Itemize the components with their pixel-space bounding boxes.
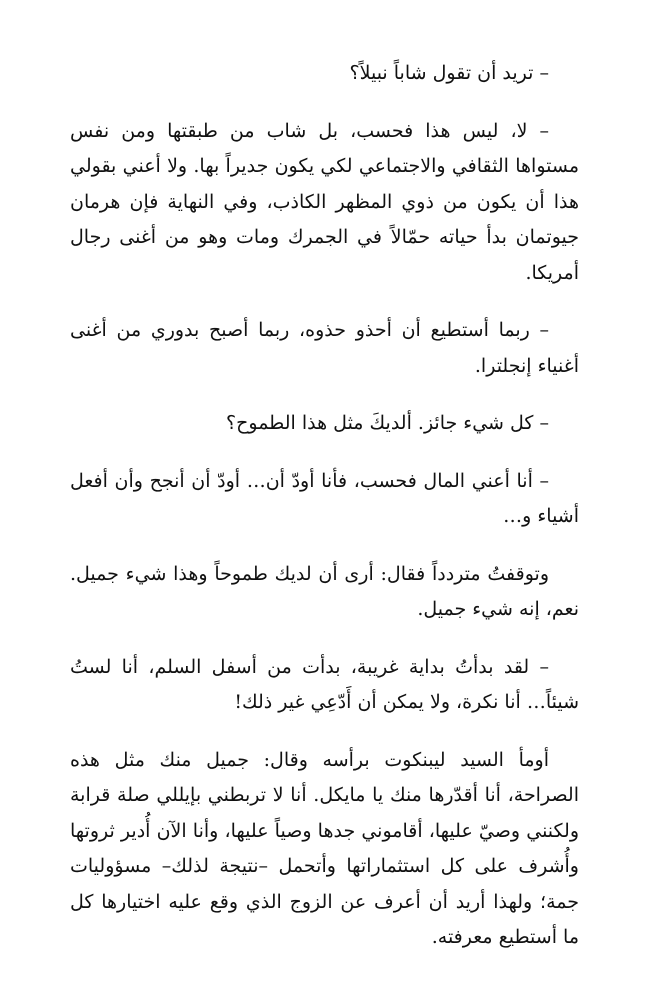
paragraph-1: – تريد أن تقول شاباً نبيلاً؟ bbox=[349, 62, 549, 84]
paragraph-7: – لقد بدأتُ بداية غريبة، بدأت من أسفل السلم، أنا لستُ شيئاً… أنا نكرة، ولا يمكن أن أَدّعِي غير ذلك! bbox=[70, 655, 579, 713]
paragraph-6: وتوقفتُ متردداً فقال: أرى أن لديك طموحاً وهذا شيء جميل. نعم، إنه شيء جميل. bbox=[70, 562, 579, 620]
paragraph-2: – لا، ليس هذا فحسب، بل شاب من طبقتها ومن نفس مستواها الثقافي والاجتماعي لكي يكون جديراً بها. ولا أعني بقولي هذا أن يكون من ذوي المظهر الكاذب، وفي النهاية فإن هرمان جيوتمان بدأ حياته حمّالاً في الجمرك ومات وهو من أغنى رجال أمريكا. bbox=[70, 119, 579, 284]
paragraph-5: – أنا أعني المال فحسب، فأنا أودّ أن… أودّ أن أنجح وأن أفعل أشياء و… bbox=[70, 469, 579, 527]
paragraph-4: – كل شيء جائز. ألديكَ مثل هذا الطموح؟ bbox=[226, 412, 549, 434]
document-page bbox=[70, 56, 579, 956]
paragraph-3: – ربما أستطيع أن أحذو حذوه، ربما أصبح بدوري من أغنى أغنياء إنجلترا. bbox=[70, 319, 579, 377]
paragraph-8: أومأ السيد ليبنكوت برأسه وقال: جميل منك مثل هذه الصراحة، أنا أقدّرها منك يا مايكل. أنا لا تربطني بإيللي صلة قرابة ولكنني وصيّ عليها، أقاموني جدها وصياً عليها، وأنا الآن أُدير ثروتها وأُشرف على كل استثماراتها وأتحمل –نتيجة لذلك– مسؤوليات جمة؛ ولهذا أريد أن أعرف عن الزوج الذي وقع عليه اختيارها كل ما أستطيع معرفته. bbox=[70, 748, 579, 948]
